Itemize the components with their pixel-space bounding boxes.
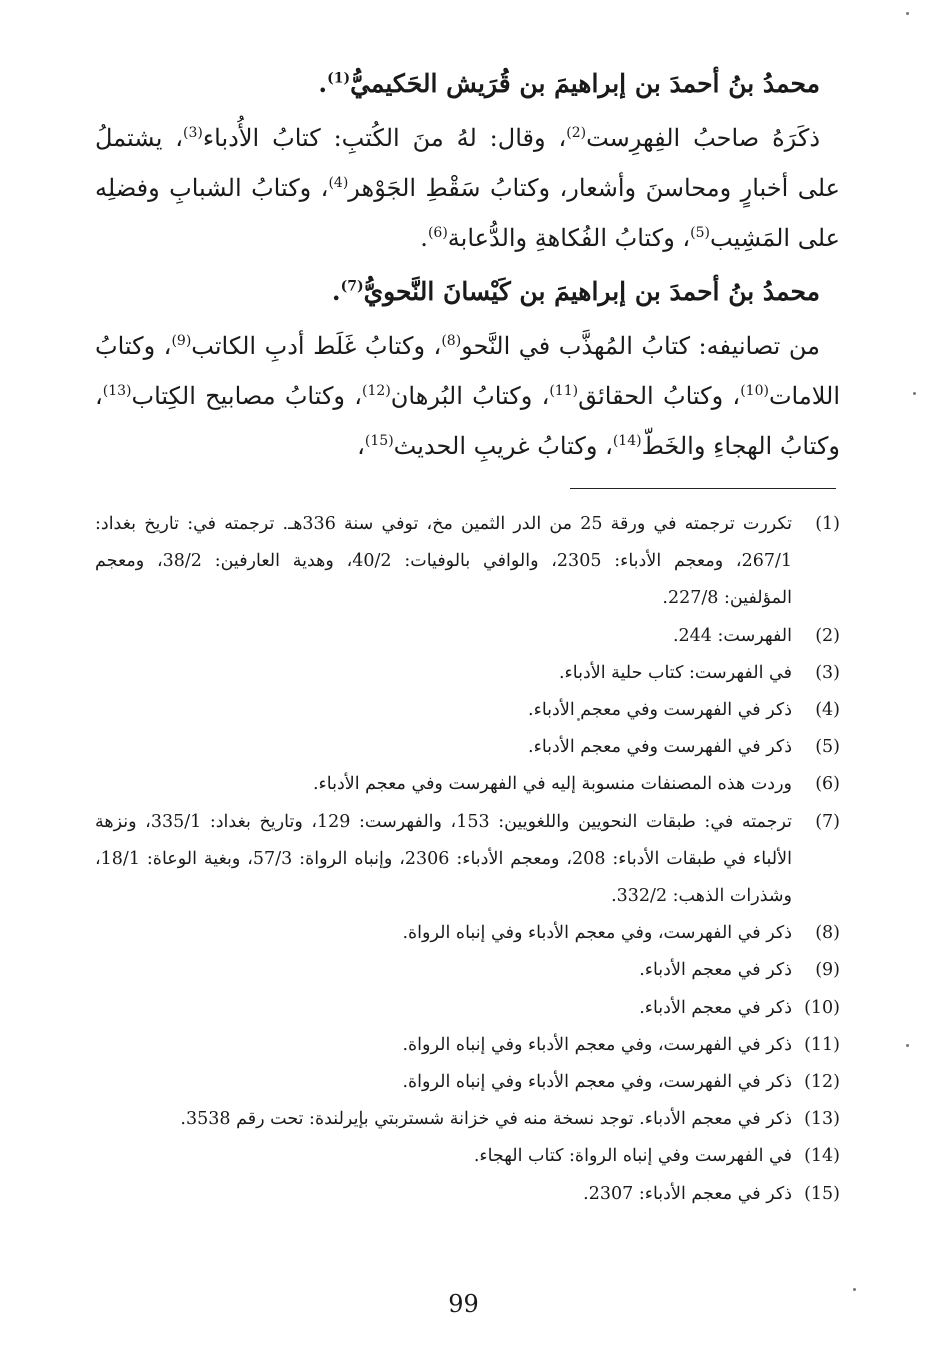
footnote-ref: (6)	[427, 225, 448, 241]
footnote-text: تكررت ترجمته في ورقة 25 من الدر الثمين مخ، توفي سنة 336هـ. ترجمته في: تاريخ بغداد: 267/1، ومعجم الأدباء: 2305، والوافي بالوفيات: 40/2، وهدية العارفين: 38/2، ومعجم المؤلفين: 227/8.	[95, 514, 793, 609]
footnote-number: (4)	[815, 700, 840, 721]
footnote-text: ذكر في الفهرست، وفي معجم الأدباء وفي إنباه الرواة.	[402, 923, 792, 944]
text-run: ، وكتابُ الحقائق	[578, 382, 741, 410]
text-run: ، وكتابُ اللامات	[95, 332, 841, 410]
footnote	[95, 1027, 840, 1064]
footnote	[95, 766, 840, 803]
footnote-number: (12)	[804, 1072, 840, 1093]
footnote-number: (13)	[804, 1109, 840, 1130]
text-run: ، وكتابُ الفُكاهةِ والدُّعابة	[447, 224, 691, 252]
footnote-number: (1)	[815, 514, 840, 534]
footnote-text: ذكر في الفهرست وفي معجم الأدباء.	[528, 737, 792, 758]
footnote-ref: (2)	[566, 125, 587, 141]
footnote-ref: (3)	[183, 125, 203, 141]
footnote-text: ذكر في معجم الأدباء. توجد نسخة منه في خزانة شستربتي بإيرلندة: تحت رقم 3538.	[180, 1109, 792, 1130]
text-run: ، وقال: لهُ منَ الكُتبِ: كتابُ الأُدباء	[202, 124, 567, 152]
text-run: ذكَرَهُ صاحبُ الفِهرِست	[586, 124, 821, 152]
entry-paragraph-1	[95, 113, 840, 263]
footnote-ref: (1)	[327, 70, 351, 87]
footnote-ref: (4)	[328, 175, 349, 191]
footnote-ref: (12)	[362, 383, 391, 399]
footnote	[95, 804, 840, 916]
footnote-ref: (13)	[102, 383, 132, 399]
footnote-ref: (10)	[740, 383, 769, 399]
footnotes	[95, 506, 840, 1213]
footnote-number: (11)	[804, 1034, 840, 1055]
text-run: من تصانيفه: كتابُ المُهذَّب في النَّحو	[461, 332, 820, 360]
footnote-text: ترجمته في: طبقات النحويين واللغويين: 153، والفهرست: 129، وتاريخ بغداد: 335/1، ونزهة الألباء في طبقات الأدباء: 208، ومعجم الأدباء: 2306، وإنباه الرواة: 57/3، وبغية الوعاة: 18/1، وشذرات الذهب: 332/2.	[95, 811, 792, 907]
footnote-ref: (15)	[364, 433, 394, 449]
footnote	[95, 618, 840, 655]
footnote	[95, 692, 840, 729]
footnote-number: (8)	[815, 923, 840, 944]
page-number: 99	[448, 1290, 479, 1318]
text-run: ، وكتابُ الهجاءِ والخَطّ	[95, 382, 840, 460]
footnote-ref: (11)	[549, 383, 579, 399]
footnote-text: ذكر في الفهرست، وفي معجم الأدباء وفي إنباه الرواة.	[402, 1072, 792, 1093]
footnote	[95, 915, 840, 952]
scan-dot-lower-right	[906, 1044, 909, 1047]
footnote-ref: (9)	[171, 333, 192, 349]
footnote	[95, 1138, 840, 1175]
entry-heading-1-text: محمدُ بنُ أحمدَ بن إبراهيمَ بن قُرَيش الحَكيميُّ	[350, 69, 820, 98]
entry-heading-2-text: محمدُ بنُ أحمدَ بن إبراهيمَ بن كَيْسانَ النَّحويُّ	[363, 277, 820, 306]
footnote	[95, 729, 840, 766]
footnote	[95, 990, 840, 1027]
footnote-number: (5)	[815, 737, 840, 758]
entry-paragraph-2	[95, 321, 840, 471]
footnote	[95, 1101, 840, 1138]
text-run: ، وكتابُ غَلَط أدبِ الكاتب	[191, 332, 442, 360]
footnote-number: (2)	[815, 625, 840, 646]
footnote-text: في الفهرست: كتاب حلية الأدباء.	[558, 662, 792, 683]
entry-heading-2: محمدُ بنُ أحمدَ بن إبراهيمَ بن كَيْسانَ النَّحويُّ$^{(7)}$.	[331, 277, 820, 306]
footnote	[95, 1176, 840, 1213]
footnote-ref: (7)	[340, 278, 364, 295]
footnote-number: (10)	[804, 997, 840, 1018]
footnote-number: (7)	[815, 811, 840, 832]
text-run: ، وكتابُ البُرهان	[390, 382, 550, 410]
footnote-number: (6)	[815, 774, 840, 795]
footnote-text: ذكر في الفهرست، وفي معجم الأدباء وفي إنباه الرواة.	[402, 1034, 792, 1055]
footnote-number: (15)	[804, 1183, 840, 1204]
text-run: ، وكتابُ مصابيح الكِتاب	[131, 382, 363, 410]
text-run: .	[420, 224, 428, 252]
footnote-text: وردت هذه المصنفات منسوبة إليه في الفهرست وفي معجم الأدباء.	[312, 774, 792, 795]
scan-dot-mid-right	[913, 392, 916, 395]
footnote-text: في الفهرست وفي إنباه الرواة: كتاب الهجاء.	[473, 1146, 792, 1167]
footnote-text: الفهرست: 244.	[672, 625, 792, 646]
footnote-text: ذكر في الفهرست وفي معجم الأدباء.	[528, 700, 792, 721]
text-run: ، وكتابُ الشبابِ وفضلِه على المَشِيب	[95, 174, 840, 252]
main-text	[95, 55, 840, 471]
footnote	[95, 952, 840, 989]
footnote-separator	[570, 488, 836, 489]
footnote-number: (9)	[815, 960, 840, 981]
footnote-ref: (8)	[441, 333, 462, 349]
footnote-ref: (14)	[612, 433, 642, 449]
footnote-ref: (5)	[690, 225, 711, 241]
footnote-number: (3)	[815, 662, 840, 683]
footnote-text: ذكر في معجم الأدباء.	[639, 997, 792, 1018]
footnote-text: ذكر في معجم الأدباء: 2307.	[583, 1183, 792, 1204]
scan-dot-top-right	[906, 12, 909, 15]
footnote	[95, 506, 840, 618]
footnote-text: ذكر في معجم الأدباء.	[639, 960, 792, 981]
text-run: ،	[357, 432, 365, 460]
entry-heading-1: محمدُ بنُ أحمدَ بن إبراهيمَ بن قُرَيش الحَكيميُّ$^{(1)}$.	[318, 69, 820, 98]
footnote-number: (14)	[804, 1146, 840, 1167]
text-run: ، يشتملُ على أخبارٍ ومحاسنَ وأشعار، وكتابُ سَقْطِ الجَوْهر	[95, 124, 840, 202]
footnote	[95, 655, 840, 692]
footnote	[95, 1064, 840, 1101]
text-run: ، وكتابُ غريبِ الحديث	[393, 432, 613, 460]
